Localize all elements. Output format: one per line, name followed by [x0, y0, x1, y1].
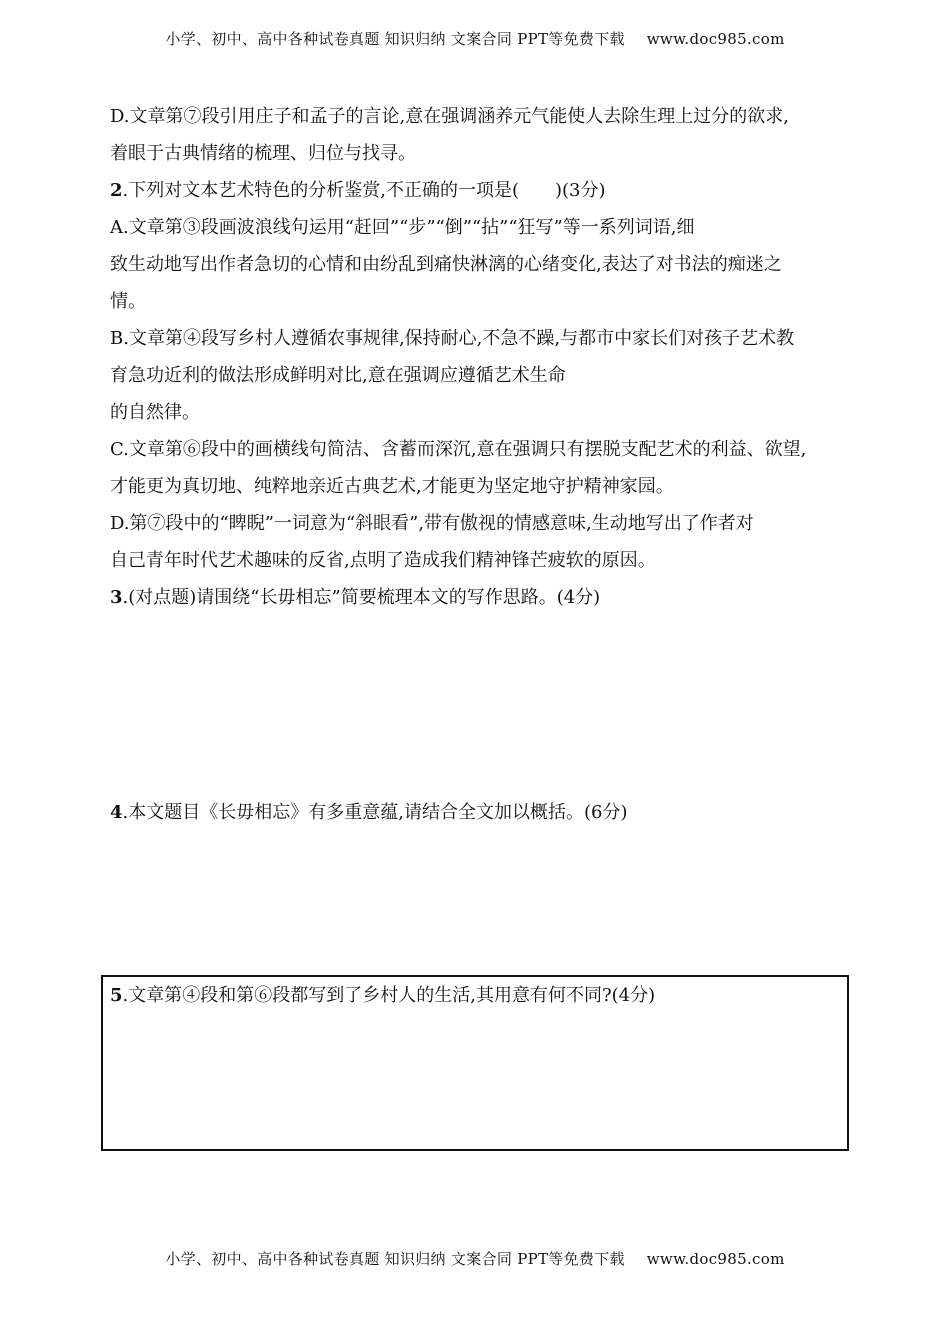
q2-option-c-line2: 才能更为真切地、纯粹地亲近古典艺术,才能更为坚定地守护精神家园。: [110, 476, 674, 497]
q4-stem-text: .本文题目《长毋相忘》有多重意蕴,请结合全文加以概括。(6分): [122, 802, 628, 823]
q5-answer-box[interactable]: [101, 975, 849, 1151]
page-header: [0, 28, 950, 49]
q2-option-d-line2: 自己青年时代艺术趣味的反省,点明了造成我们精神锋芒疲软的原因。: [110, 550, 656, 571]
q4-number: 4: [110, 802, 123, 823]
q5-number: 5: [110, 985, 123, 1006]
q2-stem-text: .下列对文本艺术特色的分析鉴赏,不正确的一项是( )(3分): [122, 180, 606, 201]
page-footer: [0, 1248, 950, 1269]
q2-option-b-line3: 的自然律。: [110, 402, 200, 423]
q4-stem: [110, 794, 846, 831]
q2-option-b-line2: 育急功近利的做法形成鲜明对比,意在强调应遵循艺术生命: [110, 365, 566, 386]
q5-stem: [110, 977, 655, 1014]
q3-answer-space[interactable]: [110, 616, 846, 794]
q2-stem: [110, 172, 846, 209]
question-content: [110, 98, 846, 969]
q2-option-a-line1: A.文章第③段画波浪线句运用“赶回”“步”“倒”“拈”“狂写”等一系列词语,细: [110, 217, 695, 238]
q3-stem: [110, 579, 846, 616]
footer-site: www.doc985.com: [646, 1250, 785, 1268]
q2-option-b-line1: B.文章第④段写乡村人遵循农事规律,保持耐心,不急不躁,与都市中家长们对孩子艺术教: [110, 328, 795, 349]
q1-option-d-line1: D.文章第⑦段引用庄子和孟子的言论,意在强调涵养元气能使人去除生理上过分的欲求,: [110, 106, 789, 127]
q2-option-d-line1: D.第⑦段中的“睥睨”一词意为“斜眼看”,带有傲视的情感意味,生动地写出了作者对: [110, 513, 754, 534]
footer-text: 小学、初中、高中各种试卷真题 知识归纳 文案合同 PPT等免费下载: [165, 1250, 625, 1268]
header-text: 小学、初中、高中各种试卷真题 知识归纳 文案合同 PPT等免费下载: [165, 30, 625, 48]
header-site: www.doc985.com: [646, 30, 785, 48]
q2-number: 2: [110, 180, 123, 201]
q3-number: 3: [110, 587, 123, 608]
q3-stem-text: .(对点题)请围绕“长毋相忘”简要梳理本文的写作思路。(4分): [122, 587, 601, 608]
q2-option-c-line1: C.文章第⑥段中的画横线句简洁、含蓄而深沉,意在强调只有摆脱支配艺术的利益、欲望,: [110, 439, 807, 460]
q4-answer-space[interactable]: [110, 831, 846, 969]
q2-option-a-line2: 致生动地写出作者急切的心情和由纷乱到痛快淋漓的心绪变化,表达了对书法的痴迷之: [110, 254, 782, 275]
q5-stem-text: .文章第④段和第⑥段都写到了乡村人的生活,其用意有何不同?(4分): [122, 985, 656, 1006]
q1-option-d-line2: 着眼于古典情绪的梳理、归位与找寻。: [110, 143, 416, 164]
q2-option-a-line3: 情。: [110, 291, 146, 312]
